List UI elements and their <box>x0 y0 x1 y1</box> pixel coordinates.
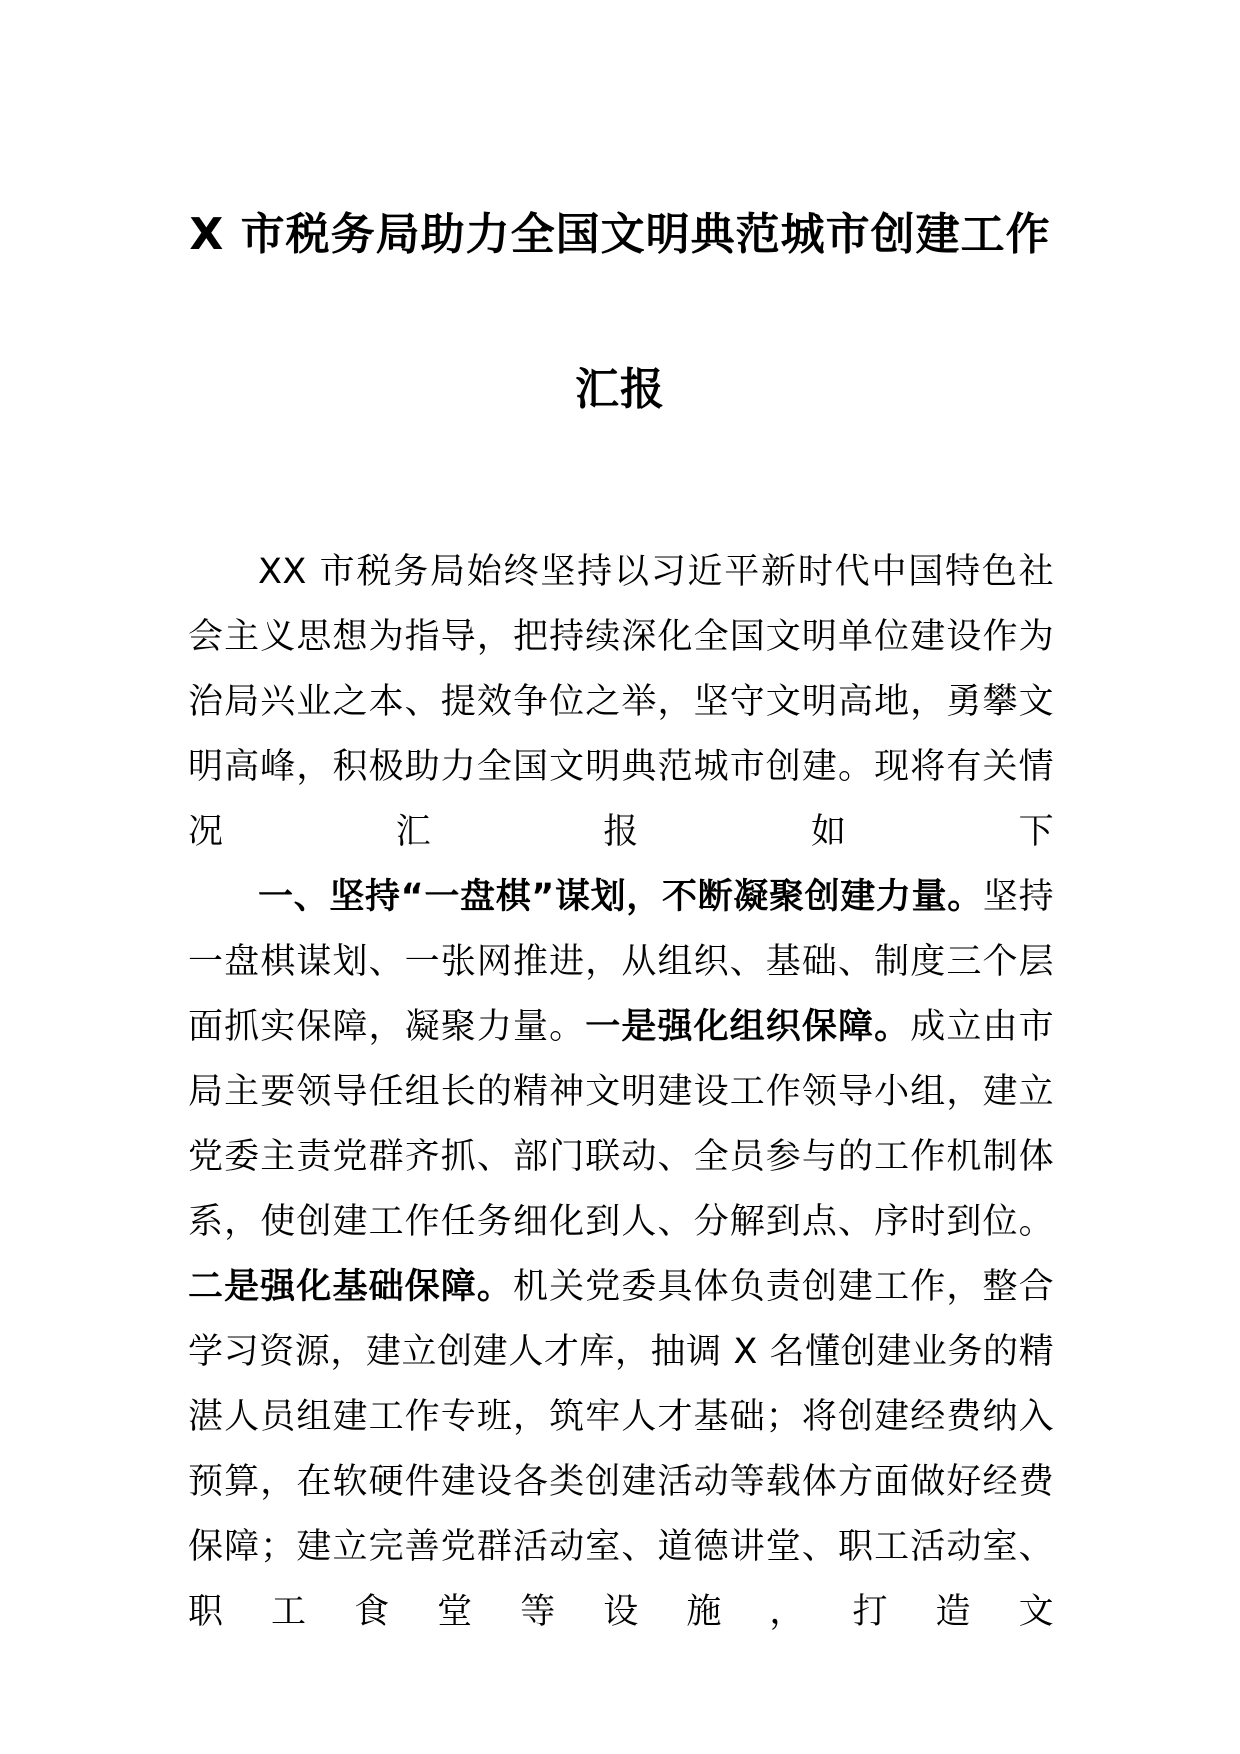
document-title-line-1: X 市税务局助力全国文明典范城市创建工作 <box>189 209 1051 260</box>
section-1-paragraph <box>188 865 1054 1645</box>
subsection-1-text: 成立由市局主要领导任组长的精神文明建设工作领导小组，建立党委主责党群齐抓、部门联动、全员参与的工作机制体系，使创建工作任务细化到人、分解到点、序时到位。 <box>188 1007 1054 1242</box>
document-title-line-2: 汇报 <box>575 364 665 415</box>
subsection-1-heading: 一是强化组织保障。 <box>585 1007 911 1047</box>
section-1-heading: 一、坚持“一盘棋”谋划，不断凝聚创建力量。 <box>258 877 983 917</box>
intro-text: XX 市税务局始终坚持以习近平新时代中国特色社会主义思想为指导，把持续深化全国文明单位建设作为治局兴业之本、提效争位之举，坚守文明高地，勇攀文明高峰，积极助力全国文明典范城市创建。现将有关情况汇报如下 <box>188 552 1054 852</box>
intro-paragraph <box>188 540 1054 865</box>
subsection-2-heading: 二是强化基础保障。 <box>188 1267 514 1307</box>
subsection-2-text: 机关党委具体负责创建工作，整合学习资源，建立创建人才库，抽调 X 名懂创建业务的精湛人员组建工作专班，筑牢人才基础；将创建经费纳入预算，在软硬件建设各类创建活动等载体方面做好经费保障；建立完善党群活动室、道德讲堂、职工活动室、职工食堂等设施，打造文 <box>188 1267 1054 1632</box>
section-1-text: 坚持一盘棋谋划、一张网推进，从组织、基础、制度三个层面抓实保障，凝聚力量。 <box>188 877 1054 1047</box>
section-1-body <box>188 865 1054 1645</box>
